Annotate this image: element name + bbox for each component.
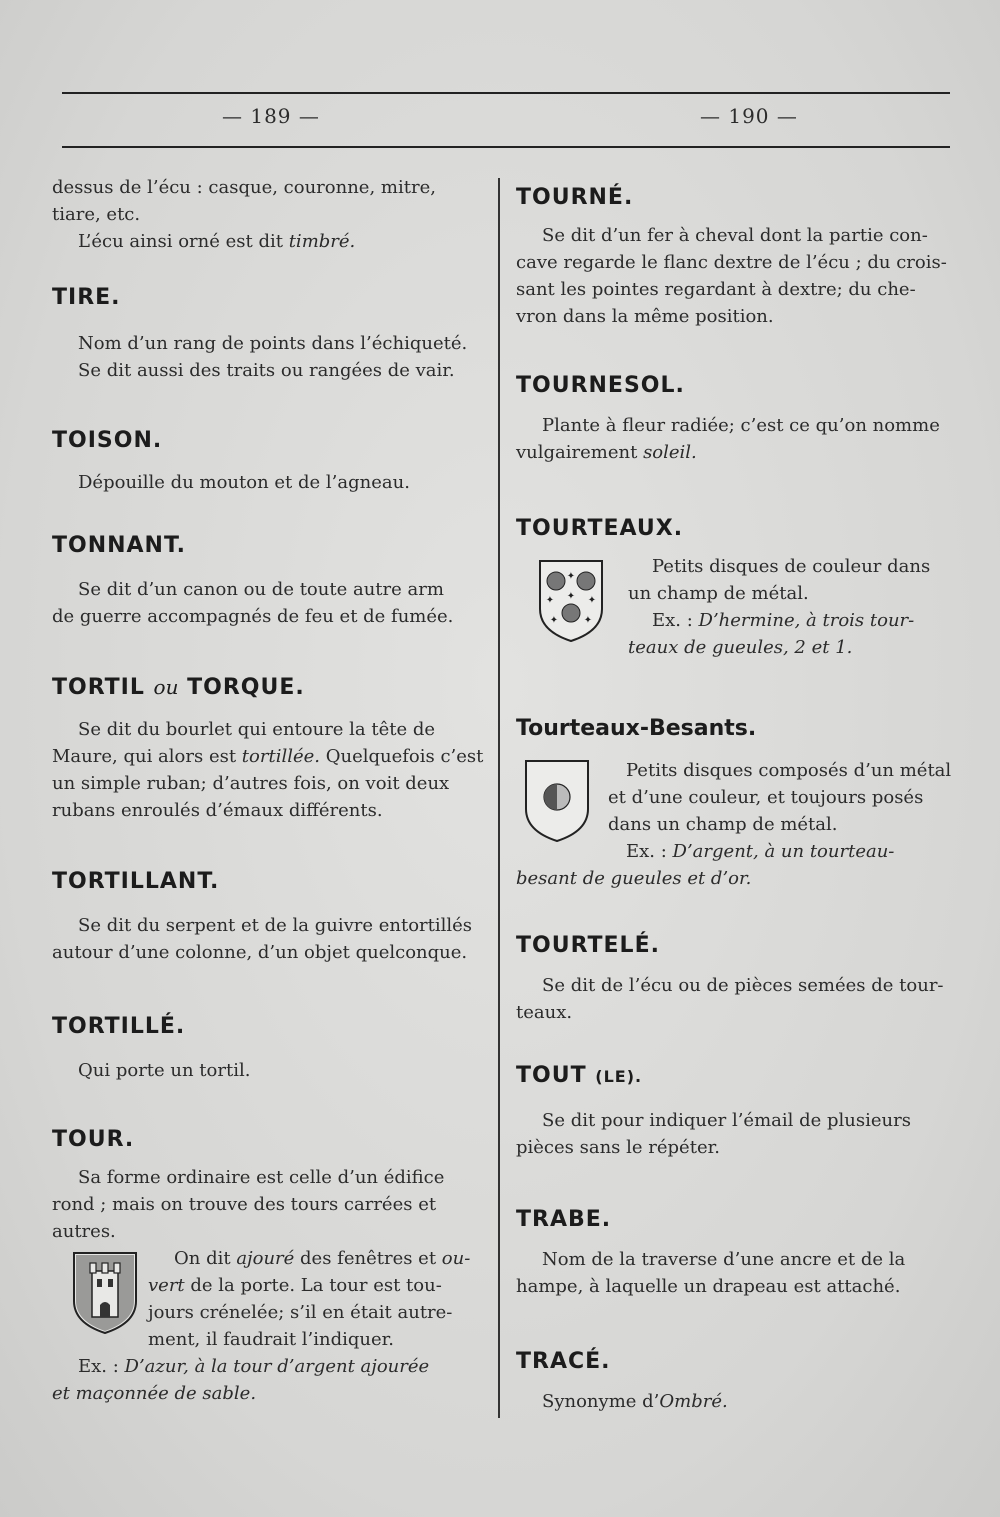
text-line: Se dit du bourlet qui entoure la tête de <box>78 719 436 740</box>
text-line: Se dit d’un fer à cheval dont la partie con- <box>542 225 928 246</box>
text-line: dessus de l’écu : casque, couronne, mitre, <box>52 177 436 198</box>
entry-heading: TOUT (LE). <box>516 1063 643 1088</box>
svg-text:✦: ✦ <box>583 615 593 626</box>
page-number-right: — 190 — <box>700 104 798 128</box>
text-line: vert de la porte. La tour est tou- <box>148 1275 442 1296</box>
besant-shield-icon <box>522 757 592 843</box>
text-line: pièces sans le répéter. <box>516 1137 720 1158</box>
tourteaux-besants-illustration-block <box>516 757 952 865</box>
text-line: teaux de gueules, 2 et 1. <box>628 637 853 658</box>
entry-heading: TOISON. <box>52 428 163 453</box>
entry-heading: TIRE. <box>52 285 121 310</box>
text-line: L’écu ainsi orné est dit timbré. <box>78 231 356 252</box>
text-line: Se dit de l’écu ou de pièces semées de tour- <box>542 975 944 996</box>
text-line: Se dit d’un canon ou de toute autre arm <box>78 579 444 600</box>
entry-tortillant <box>52 868 492 966</box>
entry-heading: TOURNÉ. <box>516 185 634 210</box>
entry-heading: Tourteaux-Besants. <box>516 716 757 741</box>
text-line: tiare, etc. <box>52 204 141 225</box>
entry-heading: TORTILLÉ. <box>52 1014 186 1039</box>
text-line: Nom de la traverse d’une ancre et de la <box>542 1249 906 1270</box>
entry-heading: TRABE. <box>516 1207 612 1232</box>
entry-tourne <box>516 184 952 330</box>
entry-heading: TOURNESOL. <box>516 373 685 398</box>
text-line: Petits disques de couleur dans <box>652 556 931 577</box>
entry-tortil <box>52 673 492 824</box>
text-line: dans un champ de métal. <box>608 814 838 835</box>
text-line: besant de gueules et d’or. <box>516 868 752 889</box>
entry-toison <box>52 427 492 496</box>
text-line: Ex. : D’hermine, à trois tour- <box>652 610 915 631</box>
text-line: autres. <box>52 1221 116 1242</box>
text-line: et maçonnée de sable. <box>52 1383 257 1404</box>
entry-tour <box>52 1126 492 1407</box>
entry-tourtele <box>516 932 952 1026</box>
text-line: Se dit pour indiquer l’émail de plusieurs <box>542 1110 911 1131</box>
entry-heading: TOURTELÉ. <box>516 933 660 958</box>
text-line: sant les pointes regardant à dextre; du che- <box>516 279 916 300</box>
text-line: Ex. : D’argent, à un tourteau- <box>626 841 895 862</box>
text-line: teaux. <box>516 1002 573 1023</box>
entry-trace <box>516 1348 952 1415</box>
text-line: Sa forme ordinaire est celle d’un édifice <box>78 1167 445 1188</box>
entry-heading: TOURTEAUX. <box>516 516 684 541</box>
entry-trabe <box>516 1206 952 1300</box>
entry-tortille <box>52 1013 492 1084</box>
text-line: ment, il faudrait l’indiquer. <box>148 1329 395 1350</box>
text-line: Maure, qui alors est tortillée. Quelquefois c’est <box>52 746 484 767</box>
text-line: Ex. : D’azur, à la tour d’argent ajourée <box>78 1356 430 1377</box>
entry-heading: TONNANT. <box>52 533 186 558</box>
entry-tourteaux-besants <box>516 715 952 892</box>
text-line: Plante à fleur radiée; c’est ce qu’on nomme <box>542 415 940 436</box>
entry-tonnant <box>52 532 492 630</box>
text-line: Qui porte un tortil. <box>78 1060 251 1081</box>
tower-shield-icon <box>70 1249 140 1335</box>
entry-heading: TORTIL ou TORQUE. <box>52 675 305 700</box>
entry-heading: TOUR. <box>52 1127 135 1152</box>
entry-heading: TRACÉ. <box>516 1349 611 1374</box>
entry-tourteaux <box>516 515 952 661</box>
column-divider <box>498 178 500 1418</box>
text-line: Se dit aussi des traits ou rangées de vair. <box>78 360 455 381</box>
page-number-left: — 189 — <box>222 104 320 128</box>
entry-tout <box>516 1062 952 1161</box>
text-line: vron dans la même position. <box>516 306 774 327</box>
entry-tournesol <box>516 372 952 466</box>
text-line: On dit ajouré des fenêtres et ou- <box>174 1248 471 1269</box>
text-line: rubans enroulés d’émaux différents. <box>52 800 383 821</box>
entry-continuation <box>52 174 492 255</box>
tourteaux-illustration-block <box>516 553 952 661</box>
text-line: Nom d’un rang de points dans l’échiqueté. <box>78 333 468 354</box>
text-line: jours crénelée; s’il en était autre- <box>148 1302 453 1323</box>
header-rule-top <box>62 92 950 94</box>
text-line: autour d’une colonne, d’un objet quelconque. <box>52 942 468 963</box>
text-line: Petits disques composés d’un métal <box>626 760 952 781</box>
svg-text:✦: ✦ <box>545 595 555 606</box>
header-rule-bottom <box>62 146 950 148</box>
text-line: de guerre accompagnés de feu et de fumée. <box>52 606 454 627</box>
text-line: rond ; mais on trouve des tours carrées et <box>52 1194 437 1215</box>
text-line: cave regarde le flanc dextre de l’écu ; du crois- <box>516 252 947 273</box>
text-line: Se dit du serpent et de la guivre entortillés <box>78 915 473 936</box>
text-line: un champ de métal. <box>628 583 809 604</box>
svg-text:✦: ✦ <box>549 615 559 626</box>
text-line: vulgairement soleil. <box>516 442 697 463</box>
ermine-shield-icon <box>536 557 606 643</box>
text-line: un simple ruban; d’autres fois, on voit deux <box>52 773 450 794</box>
tour-illustration-block <box>52 1245 492 1353</box>
text-line: Dépouille du mouton et de l’agneau. <box>78 472 410 493</box>
svg-text:✦: ✦ <box>566 571 576 582</box>
entry-heading: TORTILLANT. <box>52 869 220 894</box>
text-line: Synonyme d’Ombré. <box>542 1391 728 1412</box>
entry-tire <box>52 284 492 384</box>
svg-text:✦: ✦ <box>566 591 576 602</box>
text-line: et d’une couleur, et toujours posés <box>608 787 924 808</box>
text-line: hampe, à laquelle un drapeau est attaché. <box>516 1276 901 1297</box>
svg-text:✦: ✦ <box>587 595 597 606</box>
